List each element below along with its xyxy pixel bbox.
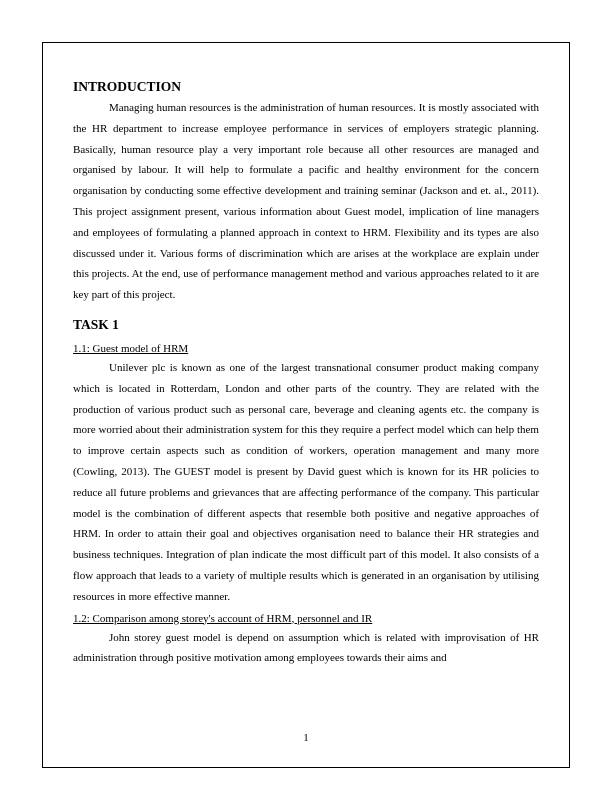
task1-heading: TASK 1 [73,316,119,332]
introduction-heading: INTRODUCTION [73,79,182,94]
document-body [73,78,539,669]
section-1-2-paragraph: John storey guest model is depend on assumption which is related with improvisation of HR administration through positive motivation among employees towards their aims and [73,631,539,665]
section-1-1-title: 1.1: Guest model of HRM [73,342,189,355]
section-1-2-title: 1.2: Comparison among storey's account of HRM, personnel and IR [73,612,373,625]
section-1-1-paragraph: Unilever plc is known as one of the largest transnational consumer product making company which is located in Rotterdam, London and other parts of the country. They are related with the production of various product such as personal care, beverage and cleaning agents etc. the company is more worried about their administration system for this they require a perfect model which can help them to improve certain aspects such as condition of workers, operation management and many more (Cowling, 2013). The GUEST model is present by David guest which is known for its HR policies to reduce all future problems and grievances that are affecting performance of the company. This particular model is the combination of different aspects that resemble both positive and negative approaches of HRM. In order to attain their goal and objectives organisation need to balance their HR strategies and business techniques. Integration of plan indicate the most difficult part of this model. It also consists of a flow approach that leads to a variety of multiple results which is generated in an organisation by utilising resources in more effective manner. [73,361,539,603]
introduction-paragraph: Managing human resources is the administration of human resources. It is mostly associated with the HR department to increase employee performance in services of employers strategic planning. Basically, human resource play a very important role because all other resources are managed and organised by labour. It will help to formulate a pacific and healthy environment for the concern organisation by conducting some effective development and training seminar (Jackson and et. al., 2011). This project assignment present, various information about Guest model, implication of line managers and employees of formulating a planned approach in context to HRM. Flexibility and its types are also discussed under it. Various forms of discrimination which are arises at the workplace are explain under this projects. At the end, use of performance management method and various approaches related to it are key part of this project. [73,102,539,302]
page-number: 1 [303,732,309,744]
